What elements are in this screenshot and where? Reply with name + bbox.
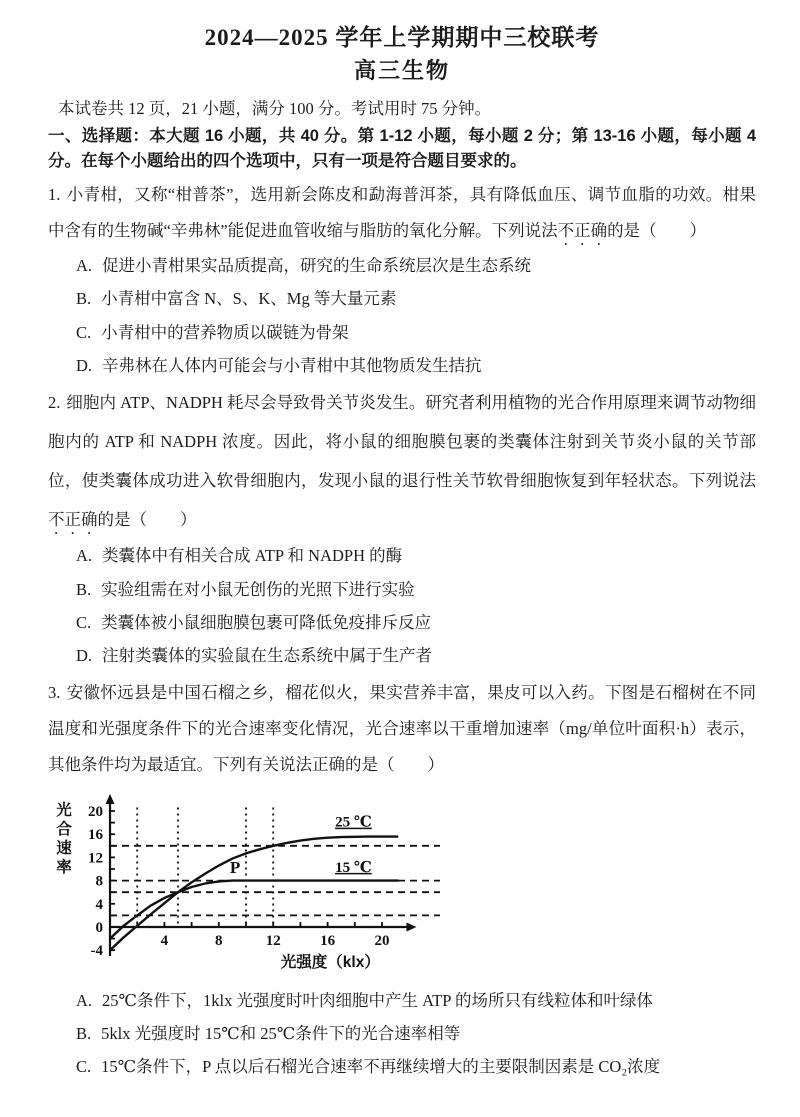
- option-1d: [76, 349, 756, 382]
- question-2-text: 细胞内 ATP、NADPH 耗尽会导致骨关节炎发生。研究者利用植物的光合作用原理来调节动物细胞内的 ATP 和 NADPH 浓度。因此，将小鼠的细胞膜包裹的类囊体注射到关节炎小鼠的关节部位，使类囊体成功进入软骨细胞内，发现小鼠的退行性关节软骨细胞恢复到年轻状态。下列说法: [48, 393, 756, 490]
- option-1b-text: 小青柑中富含 N、S、K、Mg 等大量元素: [101, 289, 397, 309]
- svg-text:16: 16: [88, 826, 103, 843]
- question-1-options: [48, 249, 756, 382]
- page-title: 2024—2025 学年上学期期中三校联考: [204, 25, 600, 50]
- question-3: [48, 675, 756, 1084]
- svg-text:率: 率: [56, 858, 72, 876]
- option-2b: [76, 573, 756, 606]
- svg-text:速: 速: [56, 839, 72, 857]
- svg-text:12: 12: [88, 849, 103, 866]
- svg-text:4: 4: [160, 932, 169, 949]
- question-1-text: 小青柑，又称“柑普茶”，选用新会陈皮和勐海普洱茶，具有降低血压、调节血脂的功效。柑果中含有的生物碱“辛弗林”能促进血管收缩与脂肪的氧化分解。下列说法: [48, 184, 756, 240]
- exam-info: 本试卷共 12 页，21 小题，满分 100 分。考试用时 75 分钟。: [58, 99, 492, 119]
- question-1-text-tail: 的是（ ）: [607, 220, 707, 240]
- option-3a-text: 25℃条件下，1klx 光强度时叶肉细胞中产生 ATP 的场所只有线粒体和叶绿体: [102, 990, 653, 1010]
- svg-text:光: 光: [56, 801, 72, 819]
- question-1: [48, 177, 756, 382]
- svg-text:4: 4: [95, 896, 103, 913]
- question-2: [48, 384, 756, 672]
- option-2a-label: A.: [76, 546, 93, 566]
- svg-text:20: 20: [88, 803, 103, 820]
- option-1a-label: A.: [76, 255, 93, 275]
- svg-text:合: 合: [56, 820, 72, 838]
- option-2d: [76, 639, 756, 672]
- option-2a-text: 类囊体中有相关合成 ATP 和 NADPH 的酶: [102, 546, 403, 566]
- page-subtitle: 高三生物: [353, 57, 450, 83]
- option-3b-label: B.: [76, 1023, 92, 1043]
- question-3-text: 安徽怀远县是中国石榴之乡，榴花似火，果实营养丰富，果皮可以入药。下图是石榴树在不同温度和光强度条件下的光合速率变化情况，光合速率以干重增加速率（mg/单位叶面积·h）表示，其他条件均为最适宜。下列有关说法正确的是: [48, 682, 756, 774]
- section-header: 一、选择题：本大题 16 小题，共 40 分。第 1-12 小题，每小题 2 分；第 13-16 小题，每小题 4 分。在每个小题给出的四个选项中，只有一项是符合题目要求的。: [48, 126, 756, 171]
- option-2a: [76, 539, 756, 572]
- option-3c: [76, 1050, 756, 1083]
- option-1b-label: B.: [76, 289, 92, 309]
- question-2-emphasis: 不正确: [48, 509, 98, 529]
- option-3c-label: C.: [76, 1057, 92, 1077]
- option-1c-label: C.: [76, 322, 92, 342]
- option-1b: [76, 282, 756, 315]
- option-1d-text: 辛弗林在人体内可能会与小青柑中其他物质发生拮抗: [102, 355, 482, 375]
- question-1-stem: [48, 177, 756, 249]
- option-3c-text: 15℃条件下，P 点以后石榴光合速率不再继续增大的主要限制因素是 CO₂浓度: [101, 1057, 661, 1077]
- question-3-options: [48, 984, 756, 1084]
- svg-text:20: 20: [374, 932, 390, 949]
- question-2-options: [48, 539, 756, 672]
- option-1d-label: D.: [76, 355, 93, 375]
- photosynthesis-chart-svg: [48, 787, 468, 979]
- svg-text:0: 0: [95, 919, 103, 936]
- photosynthesis-chart: [48, 787, 756, 984]
- option-3b: [76, 1017, 756, 1050]
- question-2-text-tail: 的是（ ）: [97, 509, 197, 529]
- option-1a: [76, 249, 756, 282]
- question-3-stem: [48, 675, 756, 783]
- svg-text:-4: -4: [90, 942, 103, 959]
- svg-text:P: P: [229, 857, 241, 877]
- svg-text:光强度（klx）: 光强度（klx）: [280, 953, 380, 971]
- question-2-number: 2.: [48, 393, 61, 413]
- question-3-number: 3.: [48, 682, 61, 702]
- svg-text:16: 16: [320, 932, 336, 949]
- option-1c-text: 小青柑中的营养物质以碳链为骨架: [101, 322, 349, 342]
- option-2b-text: 实验组需在对小鼠无创伤的光照下进行实验: [101, 579, 415, 599]
- option-2d-text: 注射类囊体的实验鼠在生态系统中属于生产者: [102, 646, 433, 666]
- svg-text:12: 12: [265, 932, 281, 949]
- question-3-text-tail: （ ）: [378, 754, 444, 774]
- option-1c: [76, 316, 756, 349]
- option-2d-label: D.: [76, 646, 93, 666]
- svg-text:15 ℃: 15 ℃: [335, 859, 372, 876]
- option-3a: [76, 984, 756, 1017]
- option-3b-text: 5klx 光强度时 15℃和 25℃条件下的光合速率相等: [101, 1023, 461, 1043]
- svg-text:8: 8: [95, 873, 103, 890]
- svg-text:25 ℃: 25 ℃: [335, 814, 372, 831]
- option-3a-label: A.: [76, 990, 93, 1010]
- question-1-number: 1.: [48, 184, 61, 204]
- question-2-stem: [48, 384, 756, 539]
- option-2b-label: B.: [76, 579, 92, 599]
- question-1-emphasis: 不正确: [557, 220, 608, 240]
- option-2c-text: 类囊体被小鼠细胞膜包裹可降低免疫排斥反应: [101, 612, 432, 632]
- option-2c-label: C.: [76, 612, 92, 632]
- svg-text:8: 8: [215, 932, 223, 949]
- option-1a-text: 促进小青柑果实品质提高，研究的生命系统层次是生态系统: [102, 255, 532, 275]
- option-2c: [76, 606, 756, 639]
